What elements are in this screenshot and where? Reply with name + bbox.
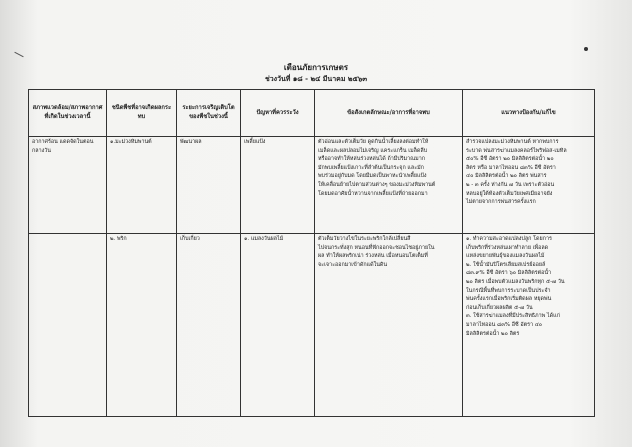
header-stage: ระยะการเจริญเติบโตของพืชในช่วงนี้ — [177, 90, 241, 137]
cell-symptoms — [315, 137, 463, 234]
cell-line: ระบาด พ่นสารฆ่าแมลงคลอร์ไพริฟอส-เมทิล — [466, 147, 567, 154]
cell-symptoms — [315, 234, 463, 417]
header-problem: ปัญหาที่ควรระวัง — [241, 90, 315, 137]
cell-line: หลบอยู่ใต้ท้องตัวเต็มวัยเพศเมียอาจยัง — [466, 190, 553, 197]
cell-line: ๑. ทำความสะอาดแปลงปลูก โดยการ — [466, 236, 552, 242]
document-subtitle: ช่วงวันที่ ๑๘ - ๒๔ มีนาคม ๒๕๖๓ — [264, 75, 368, 83]
cell-line: สำรวจแปลงมะม่วงหิมพานต์ หากพบการ — [466, 139, 559, 145]
cell-line: ๘๓.๙% อีซี อัตรา ๖๐ มิลลิลิตรต่อน้ำ — [466, 270, 552, 277]
header-condition: สภาพแวดล้อม/สภาพอากาศที่เกิดในช่วงเวลานี้ — [29, 90, 107, 137]
cell-line: ๒. ใช้น้ำมันปิโตรเลียมสเปรย์ออยล์ — [466, 261, 546, 268]
cell-condition — [29, 234, 107, 417]
cell-line: ลิตร หรือ มาลาไทออน ๘๓% อีซี อัตรา — [466, 164, 556, 171]
cell-line: พ่นครั้งแรกเมื่อพริกเริ่มติดผล หยุดพ่น — [466, 296, 552, 303]
cell-line: พบร่วมอยู่กับมด โดยมีมดเป็นพาหะนำเพลี้ยแป้ง — [318, 173, 427, 180]
warning-table — [28, 89, 595, 417]
cell-crop: ๒. พริก — [107, 234, 177, 417]
cell-line: ไปจนกระทั่งสุก หนอนที่ฟักออกจะชอนไชอยู่ภายใน — [318, 244, 435, 251]
scan-dot — [584, 47, 588, 51]
cell-solution — [463, 137, 595, 234]
cell-stage: พัฒนาผล — [177, 137, 241, 234]
cell-stage: เก็บเกี่ยว — [177, 234, 241, 417]
header-solution: แนวทางป้องกัน/แก้ไข — [463, 90, 595, 137]
cell-crop: ๑.มะม่วงหิมพานต์ — [107, 137, 177, 234]
header-crop: ชนิดพืชที่อาจเกิดผลกระทบ — [107, 90, 177, 137]
cell-line: มาลาไทออน ๘๓% อีซี อัตรา ๔๐ — [466, 321, 543, 328]
cell-line: มักพบเพลี้ยแป้งเกาะที่ลำต้นเป็นกระจุก และมัก — [318, 164, 424, 171]
table-row — [29, 137, 595, 234]
cell-line: ตัวเต็มวัยวางไข่ในระยะพริกใกล้เปลี่ยนสี — [318, 236, 411, 242]
cell-condition — [29, 137, 107, 234]
cell-line: ไม่ตายจากการพ่นสารครั้งแรก — [466, 199, 536, 206]
cell-problem: เพลี้ยแป้ง — [241, 137, 315, 234]
cell-line: ให้เคลื่อนย้ายไปตามส่วนต่างๆ ของมะม่วงหิมพานต์ — [318, 181, 436, 188]
cell-line: อากาศร้อน แดดจัดในตอน — [32, 139, 94, 145]
cell-line: กลางวัน — [32, 147, 51, 154]
cell-line: เมล็ดและผลปลอมไม่เจริญ แคระแกร็น เมล็ดลีบ — [318, 147, 428, 154]
cell-line: จะเจาะออกมาเข้าดักแด้ในดิน — [318, 261, 388, 268]
cell-line: ผล ทำให้ผลพริกเน่า ร่วงหล่น เมื่อหนอนโตเต็มที่ — [318, 253, 428, 260]
cell-line: โดยมดอาศัยน้ำหวานจากเพลี้ยแป้งที่ถ่ายออกมา — [318, 190, 428, 197]
cell-line: เก็บพริกที่ร่วงหล่นเผาทำลาย เพื่อลด — [466, 244, 549, 251]
cell-line: ตัวอ่อนและตัวเต็มวัย ดูดกินน้ำเลี้ยงลงต่อมทำให้ — [318, 139, 429, 145]
cell-line: ๒ - ๓ ครั้ง ห่างกัน ๗ วัน เพราะตัวอ่อน — [466, 181, 555, 188]
header-symptoms: ข้อสังเกตลักษณะ/อาการที่อาจพบ — [315, 90, 463, 137]
cell-line: ๓. ใช้สารฆ่าแมลงที่มีประสิทธิภาพ ได้แก่ — [466, 313, 560, 320]
document-title: เตือนภัยการเกษตร — [283, 63, 349, 72]
cell-line: ๕๐% อีซี อัตรา ๒๐ มิลลิลิตรต่อน้ำ ๒๐ — [466, 156, 554, 163]
scan-mark — [14, 52, 23, 58]
cell-line: ในกรณีพื้นที่พบการระบาดเป็นประจำ — [466, 287, 551, 294]
cell-solution — [463, 234, 595, 417]
cell-line: มิลลิลิตรต่อน้ำ ๒๐ ลิตร — [466, 330, 520, 337]
table-header-row — [29, 90, 595, 137]
table-row — [29, 234, 595, 417]
cell-line: แหล่งขยายพันธุ์ของแมลงวันผลไม้ — [466, 253, 545, 260]
cell-problem: ๑. แมลงวันผลไม้ — [241, 234, 315, 417]
cell-line: หรืออาจทำให้หล่นร่วงหล่นได้ ถ้ามีปริมาณมาก — [318, 156, 426, 163]
cell-line: ก่อนเก็บเกี่ยวผลผลิต ๕-๗ วัน — [466, 304, 533, 311]
cell-line: ๔๐ มิลลิลิตรต่อน้ำ ๒๐ ลิตร พ่นสาร — [466, 173, 547, 180]
cell-line: ๒๐ ลิตร เมื่อพบตัวแมลงวันพริกทุก ๕-๗ วัน — [466, 278, 565, 285]
